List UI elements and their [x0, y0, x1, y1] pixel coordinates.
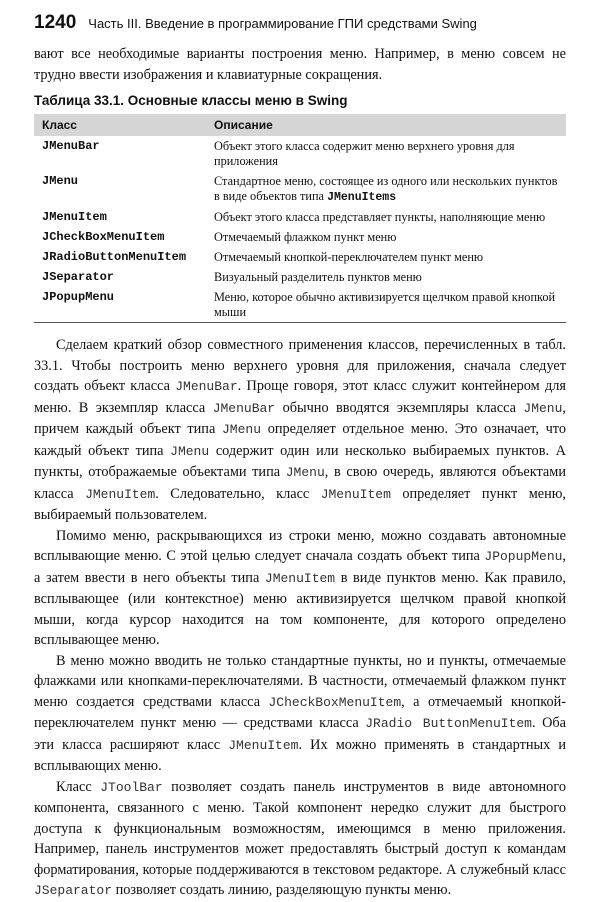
class-description: Меню, которое обычно активизируется щелчком правой кнопкой мыши: [206, 287, 566, 323]
code-run: JMenuItem: [264, 570, 336, 586]
code-run: JCheckBoxMenuItem: [268, 694, 402, 710]
class-name: JPopupMenu: [34, 287, 206, 323]
paragraph-checkbox-radio: [34, 651, 566, 777]
code-run: JToolBar: [100, 779, 163, 795]
text-run: определяет пункт меню, выбираемый пользователем.: [34, 485, 566, 523]
code-run: JMenu: [285, 465, 325, 480]
class-name: JCheckBoxMenuItem: [42, 230, 165, 244]
body-text: [34, 335, 566, 902]
table-row: [34, 227, 566, 247]
description-code: JMenuItems: [327, 191, 397, 204]
code-run: JRadio ButtonMenuItem: [365, 716, 532, 731]
text-run: . Следовательно, класс: [155, 485, 321, 502]
class-name: JMenu: [42, 174, 79, 188]
text-run: , в свою очередь, являются объектами класса: [34, 464, 566, 502]
class-name: JSeparator: [42, 270, 115, 284]
text-run: , а затем ввести в него объекты типа: [34, 548, 566, 586]
code-run: JMenuBar: [212, 400, 276, 416]
code-run: JMenu: [523, 400, 563, 416]
table-row: [34, 207, 566, 227]
text-run: обычно вводятся экземпляры класса: [275, 399, 524, 416]
code-run: JPopupMenu: [484, 549, 563, 564]
chapter-title: Часть III. Введение в программирование ГПИ средствами Swing: [88, 16, 477, 31]
text-run: , причем каждый объект типа: [34, 399, 566, 437]
class-description: Отмечаемый кнопкой-переключателем пункт меню: [214, 250, 484, 264]
table-row: [34, 287, 566, 323]
text-run: Помимо меню, раскрывающихся из строки меню, можно создавать автономные всплывающие меню. С этой целью следует сначала создать объект типа: [34, 527, 566, 564]
class-name: JMenuBar: [42, 139, 100, 153]
running-head: [34, 12, 566, 42]
text-run: содержит один или несколько выбираемых пунктов. А пункты, отображаемые объектами типа: [34, 442, 566, 480]
code-run: JMenuItem: [228, 737, 299, 753]
table-row: [34, 136, 566, 171]
text-run: , а отмечаемый кнопкой-переключателем пункт меню — средствами класса: [34, 693, 567, 731]
text-run: . Проще говоря, этот класс служит контейнером для меню. В экземпляр класса: [34, 378, 566, 416]
code-run: JMenuBar: [175, 379, 238, 394]
text-run: в виде пунктов меню. Как правило, всплывающее (или контекстное) меню активизируется щелчком правой кнопкой мыши, когда курсор находится на том компоненте, для которого определено всплывающее меню.: [34, 569, 566, 648]
book-page: [34, 12, 566, 902]
text-run: . Их можно применять в стандартных и всплывающих меню.: [34, 736, 566, 774]
text-run: Класс: [56, 778, 101, 795]
menu-classes-table: [34, 114, 566, 323]
table-row: [34, 247, 566, 267]
class-description: Объект этого класса содержит меню верхнего уровня для приложения: [214, 139, 515, 168]
class-name: JRadioButtonMenuItem: [42, 250, 187, 264]
table-row: [34, 267, 566, 287]
text-run: Сделаем краткий обзор совместного применения классов, перечисленных в табл. 33.1. Чтобы построить меню верхнего уровня для приложения, сначала следует создать объект класса: [34, 337, 566, 394]
table-header-row: [34, 114, 566, 136]
column-header-description: Описание: [206, 114, 566, 136]
text-run: определяет отдельное меню. Это означает, что каждый объект типа: [34, 421, 566, 459]
paragraph-popup-menus: [34, 526, 566, 651]
table-title: Таблица 33.1. Основные классы меню в Swing: [34, 93, 348, 108]
code-run: JMenu: [222, 422, 262, 437]
paragraph-overview: [34, 335, 566, 526]
paragraph-toolbar: [34, 777, 566, 902]
description-text: Стандартное меню, состоящее из одного или нескольких пунктов в виде объектов типа: [214, 174, 558, 203]
code-run: JMenuItem: [85, 486, 156, 502]
code-run: JSeparator: [34, 883, 113, 898]
column-header-class: Класс: [34, 114, 206, 136]
text-run: . Оба эти класса расширяют класс: [34, 715, 567, 753]
class-description: Объект этого класса представляет пункты, наполняющие меню: [214, 210, 546, 224]
code-run: JMenu: [170, 443, 210, 459]
text-run: В меню можно вводить не только стандартные пункты, но и пункты, отмечаемые флажками или кнопками-переключателями. В частности, отмечаемый флажком пункт меню создается средствами класса: [34, 652, 566, 710]
text-run: позволяет создать панель инструментов в виде автономного компонента, связанного с меню. Такой компонент нередко служит для быстрого доступа к функциональным возможностям, имеющимся в меню приложения. Например, панель инструментов может предоставлять быстрый доступ к командам форматирования, которые поддерживаются в текстовом редакторе. А служебный класс: [34, 778, 566, 878]
class-description: Визуальный разделитель пунктов меню: [214, 270, 422, 284]
class-description: Отмечаемый флажком пункт меню: [214, 230, 397, 244]
class-description: [206, 171, 566, 207]
table-row: [34, 171, 566, 207]
intro-paragraph: вают все необходимые варианты построения меню. Например, в меню совсем не трудно ввести изображения и клавиатурные сокращения.: [34, 46, 566, 83]
code-run: JMenuItem: [320, 486, 391, 502]
page-number: 1240: [34, 12, 77, 33]
text-run: позволяет создать линию, разделяющую пункты меню.: [112, 882, 452, 898]
class-name: JMenuItem: [42, 210, 107, 224]
